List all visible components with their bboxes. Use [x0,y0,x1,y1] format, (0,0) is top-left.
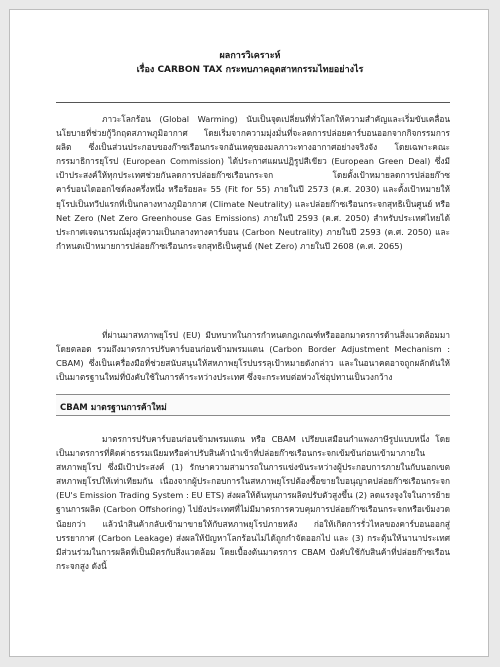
title-divider [56,102,450,103]
report-title: เรื่อง CARBON TAX กระทบภาคอุตสาหกรรมไทยอย่างไร [136,65,364,75]
paragraph-cbam: มาตรการปรับคาร์บอนก่อนข้ามพรมแดน หรือ CBAM เปรียบเสมือนกำแพงภาษีรูปแบบหนึ่ง โดยเป็นมาตรการที่คิดค่าธรรมเนียมหรือค่าปรับสินค้านำเข้าที่ปล่อยก๊าซเรือนกระจกเข้มข้นก่อนเข้ามาภายในสหภาพยุโรป ซึ่งมีเป้าประสงค์ (1) รักษาความสามารถในการแข่งขันระหว่างผู้ประกอบการภายในกับนอกเขตสหภาพยุโรปให้เท่าเทียมกัน เนื่องจากผู้ประกอบการในสหภาพยุโรปต้องซื้อขายใบอนุญาตปล่อยก๊าซเรือนกระจก (EU's Emission Trading System : EU ETS) ส่งผลให้ต้นทุนการผลิตปรับตัวสูงขึ้น (2) ลดแรงจูงใจในการย้ายฐานการผลิต (Carbon Offshoring) ไปยังประเทศที่ไม่มีมาตรการควบคุมการปล่อยก๊าซเรือนกระจกหรือเข้มงวดน้อยกว่า แล้วนำสินค้ากลับเข้ามาขายให้กับสหภาพยุโรปภายหลัง ก่อให้เกิดการรั่วไหลของคาร์บอนออกสู่บรรยากาศ (Carbon Leakage) ส่งผลให้ปัญหาโลกร้อนไม่ได้ถูกกำจัดออกไป และ (3) กระตุ้นให้นานาประเทศมีส่วนร่วมในการผลิตที่เป็นมิตรกับสิ่งแวดล้อม โดยเบื้องต้นมาตรการ CBAM บังคับใช้กับสินค้าที่ปล่อยก๊าซเรือนกระจกสูง ดังนี้ [56,434,451,571]
paragraph-eu-role: ที่ผ่านมาสหภาพยุโรป (EU) มีบทบาทในการกำหนดกฎเกณฑ์หรือออกมาตรการด้านสิ่งแวดล้อมมาโดยตลอด รวมถึงมาตรการปรับคาร์บอนก่อนข้ามพรมแดน (Carbon Border Adjustment Mechanism : CBAM) ซึ่งเป็นเครื่องมือที่ช่วยสนับสนุนให้สหภาพยุโรปบรรลุเป้าหมายดังกล่าว และในอนาคตอาจถูกผลักดันให้เป็นมาตรฐานใหม่ที่บังคับใช้ในการค้าระหว่างประเทศ ซึ่งจะกระทบต่อห่วงโซ่อุปทานเป็นวงกว้าง [56,330,450,383]
document-page [9,9,489,657]
paragraph-global-warming: ภาวะโลกร้อน (Global Warming) นับเป็นจุดเปลี่ยนที่ทั่วโลกให้ความสำคัญและเริ่มขับเคลื่อนนโยบายที่ช่วยกู้วิกฤตสภาพภูมิอากาศ โดยเริ่มจากความมุ่งมั่นที่จะลดการปล่อยคาร์บอนออกจากกิจกรรมการผลิต ซึ่งเป็นส่วนประกอบของก๊าซเรือนกระจกอันเหตุของมลภาวะทางอากาศอย่างจริงจัง โดยเฉพาะคณะกรรมาธิการยุโรป (European Commission) ได้ประกาศแผนปฏิรูปสีเขียว (European Green Deal) ซึ่งมีเป้าประสงค์ให้ทุกประเทศช่วยกันลดการปล่อยก๊าซเรือนกระจก โดยตั้งเป้าหมายลดการปล่อยก๊าซคาร์บอนไดออกไซด์ลงครึ่งหนึ่ง หรือร้อยละ 55 (Fit for 55) ภายในปี 2573 (ค.ศ. 2030) และตั้งเป้าหมายให้ยุโรปเป็นทวีปแรกที่เป็นกลางทางภูมิอากาศ (Climate Neutrality) และปล่อยก๊าซเรือนกระจกสุทธิเป็นศูนย์ หรือ Net Zero (Net Zero Greenhouse Gas Emissions) ภายในปี 2593 (ค.ศ. 2050) สำหรับประเทศไทยได้ประกาศเจตนารมณ์มุ่งสู่ความเป็นกลางทางคาร์บอน (Carbon Neutrality) ภายในปี 2593 (ค.ศ. 2050) และกำหนดเป้าหมายการปล่อยก๊าซเรือนกระจกสุทธิเป็นศูนย์ (Net Zero) ภายในปี 2608 (ค.ศ. 2065) [56,114,450,251]
section-heading-box [56,394,450,416]
report-label: ผลการวิเคราะห์ [219,51,281,61]
section-heading: CBAM มาตรฐานการค้าใหม่ [60,403,167,413]
